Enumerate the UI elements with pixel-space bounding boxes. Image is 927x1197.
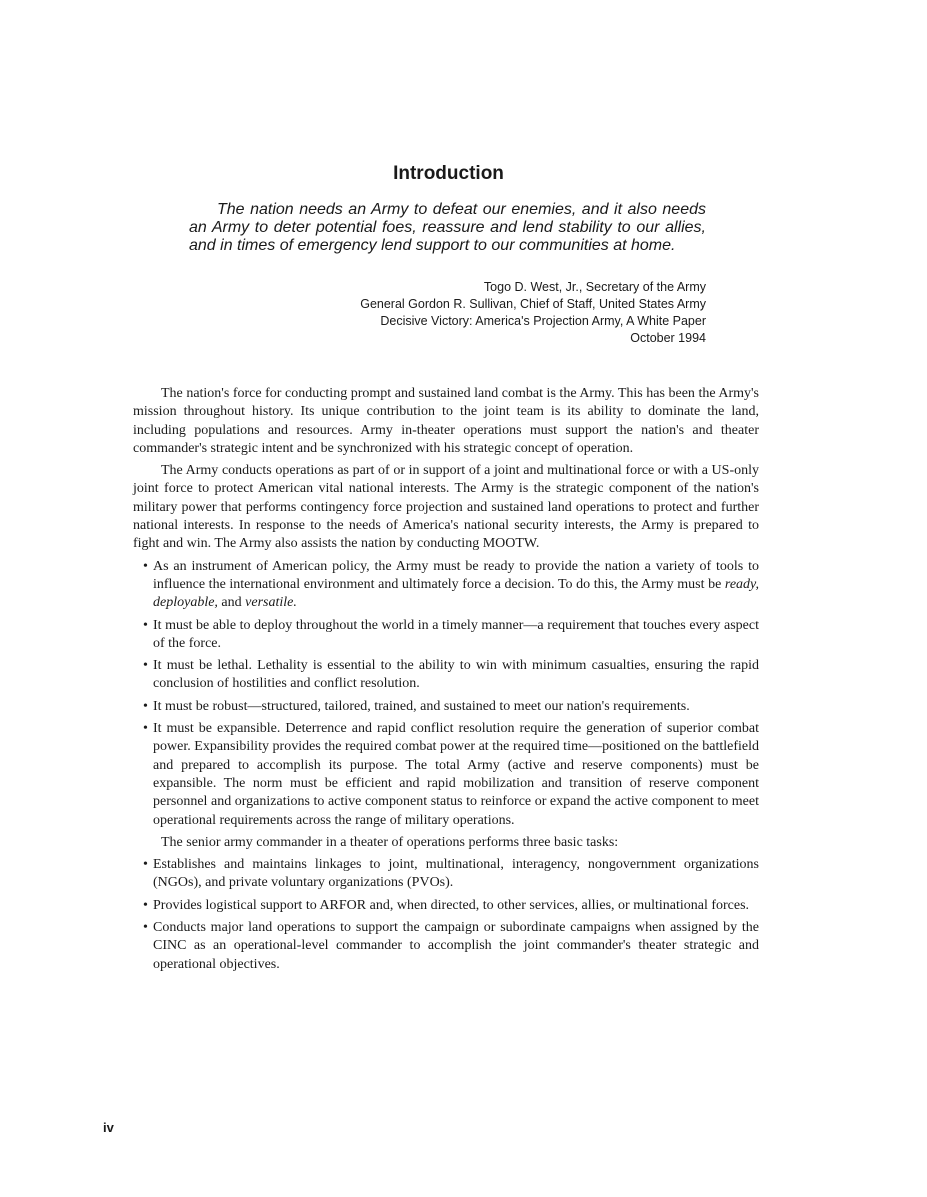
bullet-icon: • bbox=[143, 558, 148, 574]
emphasis-ready: ready, bbox=[724, 576, 759, 592]
page-title: Introduction bbox=[393, 162, 504, 184]
epigraph-attribution bbox=[300, 279, 706, 347]
list-item bbox=[133, 617, 759, 654]
epigraph-quote: The nation needs an Army to defeat our enemies, and it also needs an Army to deter potential foes, reassure and lend stability to our allies, and in times of emergency lend support to our communities at home. bbox=[189, 201, 706, 254]
bullet-icon: • bbox=[143, 658, 148, 674]
paragraph-army-operations: The Army conducts operations as part of or in support of a joint and multinational force or with a US-only joint force to protect American vital national interests. The Army is the strategic component of the nation's military power that performs contingency force projection and sustained land operations to protect and further national interests. In response to the needs of America's national security interests, the Army is prepared to fight and win. The Army also assists the nation by conducting MOOTW. bbox=[133, 463, 759, 552]
bullet-icon: • bbox=[143, 897, 148, 913]
list-item-text: It must be lethal. Lethality is essential to the ability to win with minimum casualties, ensuring the rapid conclusion of hostilities and conflict resolution. bbox=[153, 658, 759, 692]
attribution-line: Togo D. West, Jr., Secretary of the Army bbox=[483, 280, 706, 294]
list-item bbox=[133, 919, 759, 974]
emphasis-deployable: deployable, bbox=[153, 595, 218, 611]
bullet-icon: • bbox=[143, 721, 148, 737]
bullet-icon: • bbox=[143, 617, 148, 633]
list-item bbox=[133, 720, 759, 830]
bullet-icon: • bbox=[143, 698, 148, 714]
page-number: iv bbox=[103, 1120, 114, 1135]
list-item-text: As an instrument of American policy, the Army must be ready to provide the nation a variety of tools to influence the international environment and ultimately force a decision. To do this, the Army must be bbox=[153, 558, 759, 592]
list-item-text: Conducts major land operations to support the campaign or subordinate campaigns when assigned by the CINC as an operational-level commander to accomplish the joint commander's theater strategic and operational objectives. bbox=[153, 920, 759, 972]
list-item bbox=[133, 558, 759, 613]
list-item bbox=[133, 698, 759, 716]
body-text bbox=[133, 385, 759, 978]
attribution-line: Decisive Victory: America's Projection Army, A White Paper bbox=[380, 314, 706, 328]
list-item-text: Provides logistical support to ARFOR and, when directed, to other services, allies, or multinational forces. bbox=[153, 897, 750, 913]
paragraph-commander-tasks: The senior army commander in a theater of operations performs three basic tasks: bbox=[161, 834, 619, 850]
bullet-icon: • bbox=[143, 857, 148, 873]
emphasis-versatile: versatile. bbox=[245, 595, 297, 611]
list-item-text: It must be expansible. Deterrence and rapid conflict resolution require the generation of superior combat power. Expansibility provides the required combat power at the required time—positioned on the battlefield and prepared to accomplish its purpose. The total Army (active and reserve components) must be expansible. The norm must be efficient and rapid mobilization and transition of reserve component personnel and organizations to active component status to reinforce or expand the active component to meet operational requirements across the range of military operations. bbox=[153, 721, 759, 828]
list-item-text: It must be able to deploy throughout the world in a timely manner—a requirement that touches every aspect of the force. bbox=[153, 617, 759, 651]
attribution-line: General Gordon R. Sullivan, Chief of Staff, United States Army bbox=[360, 297, 706, 311]
list-item bbox=[133, 856, 759, 893]
list-item bbox=[133, 897, 759, 915]
list-item bbox=[133, 657, 759, 694]
attribution-line: October 1994 bbox=[630, 331, 706, 345]
list-item-text: and bbox=[221, 595, 242, 611]
paragraph-army-mission: The nation's force for conducting prompt and sustained land combat is the Army. This has been the Army's mission throughout history. Its unique contribution to the joint team is its ability to dominate the land, including populations and resources. Army in-theater operations must support the nation's and theater commander's strategic intent and be synchronized with his strategic concept of operation. bbox=[133, 386, 759, 456]
bullet-icon: • bbox=[143, 920, 148, 936]
list-item-text: It must be robust—structured, tailored, trained, and sustained to meet our nation's requirements. bbox=[153, 698, 690, 714]
list-item-text: Establishes and maintains linkages to joint, multinational, interagency, nongovernment organizations (NGOs), and private voluntary organizations (PVOs). bbox=[153, 857, 759, 891]
